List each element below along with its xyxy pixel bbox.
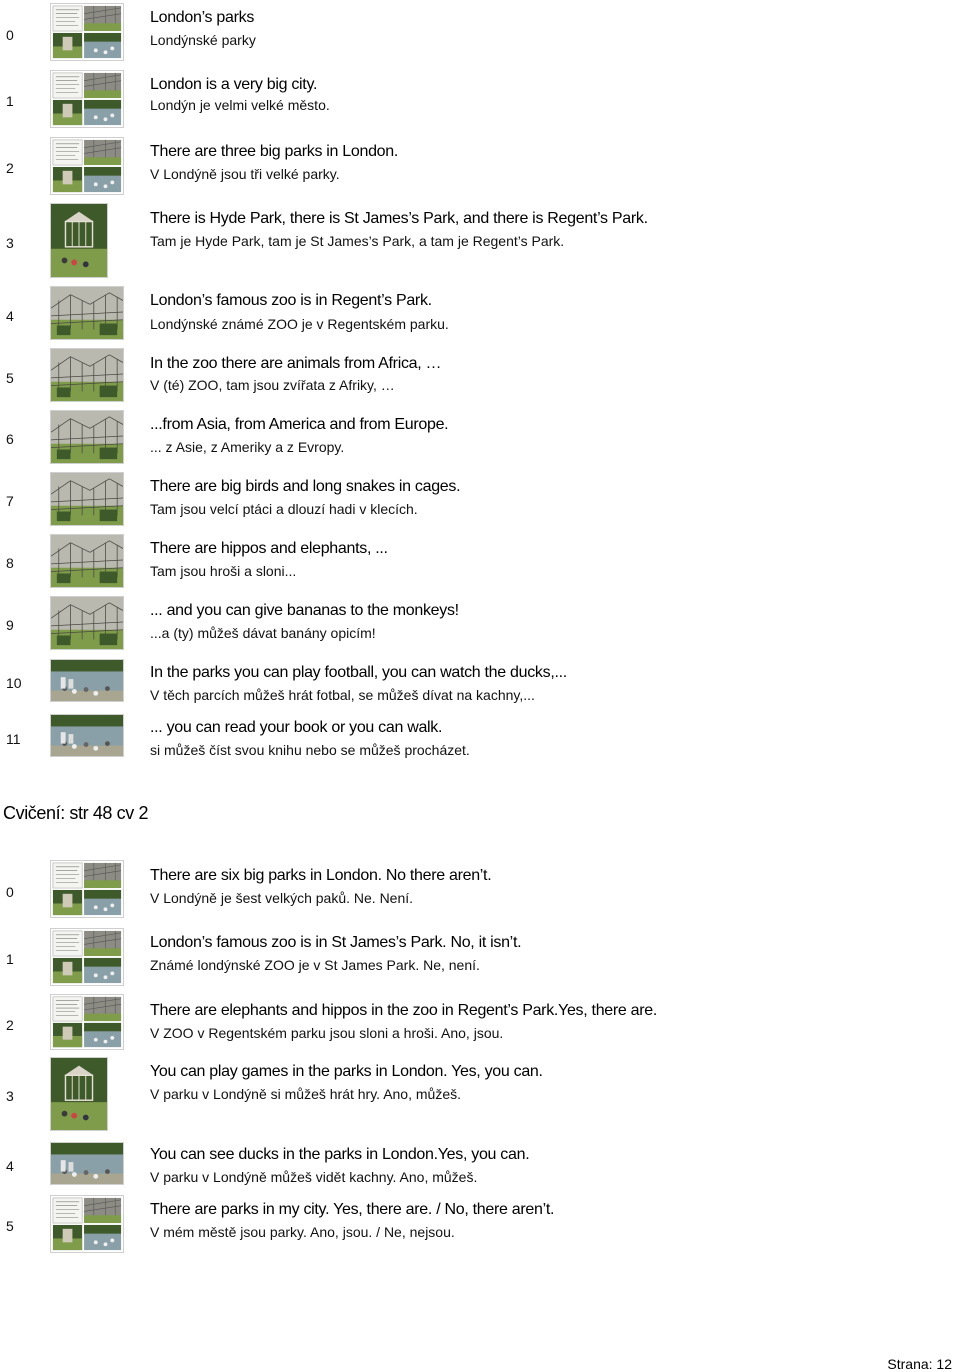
row-number: 5 bbox=[6, 1218, 14, 1234]
slide-thumbnail-collage-icon bbox=[50, 137, 124, 195]
row-number: 0 bbox=[6, 27, 14, 43]
english-sentence: ... and you can give bananas to the monkeys! bbox=[150, 602, 459, 619]
row-number: 11 bbox=[6, 731, 21, 747]
slide-thumbnail-aviary-icon bbox=[50, 596, 124, 650]
exercise-heading: Cvičení: str 48 cv 2 bbox=[3, 803, 149, 823]
row-number: 1 bbox=[6, 93, 14, 109]
english-sentence: London’s famous zoo is in Regent’s Park. bbox=[150, 292, 432, 309]
slide-thumbnail-aviary-icon bbox=[50, 534, 124, 588]
row-number: 6 bbox=[6, 431, 14, 447]
czech-translation: V těch parcích můžeš hrát fotbal, se můžeš dívat na kachny,... bbox=[150, 687, 535, 703]
czech-translation: Tam jsou velcí ptáci a dlouzí hadi v klecích. bbox=[150, 501, 418, 517]
slide-thumbnail-collage-icon bbox=[50, 1195, 124, 1253]
czech-translation: Tam jsou hroši a sloni... bbox=[150, 563, 297, 579]
row-number: 5 bbox=[6, 370, 14, 386]
slide-thumbnail-collage-icon bbox=[50, 70, 124, 128]
row-number: 2 bbox=[6, 1017, 14, 1033]
slide-thumbnail-collage-icon bbox=[50, 860, 124, 918]
slide-thumbnail-aviary-icon bbox=[50, 410, 124, 464]
slide-thumbnail-aviary-icon bbox=[50, 348, 124, 402]
row-number: 10 bbox=[6, 675, 22, 691]
english-sentence: London’s parks bbox=[150, 9, 255, 26]
slide-thumbnail-ducks-icon bbox=[50, 714, 124, 757]
czech-translation: Londýnské parky bbox=[150, 32, 256, 48]
slide-thumbnail-collage-icon bbox=[50, 994, 124, 1050]
row-number: 3 bbox=[6, 235, 14, 251]
english-sentence: There are big birds and long snakes in cages. bbox=[150, 478, 461, 495]
english-sentence: You can play games in the parks in London. Yes, you can. bbox=[150, 1063, 543, 1080]
czech-translation: V Londýně jsou tři velké parky. bbox=[150, 166, 340, 182]
row-number: 0 bbox=[6, 884, 14, 900]
english-sentence: There are six big parks in London. No there aren’t. bbox=[150, 867, 492, 884]
english-sentence: London’s famous zoo is in St James’s Park. No, it isn’t. bbox=[150, 934, 522, 951]
row-number: 1 bbox=[6, 951, 14, 967]
czech-translation: V Londýně je šest velkých paků. Ne. Není. bbox=[150, 890, 414, 906]
slide-thumbnail-collage-icon bbox=[50, 928, 124, 986]
czech-translation: V parku v Londýně můžeš vidět kachny. Ano, můžeš. bbox=[150, 1169, 478, 1185]
english-sentence: There is Hyde Park, there is St James’s Park, and there is Regent’s Park. bbox=[150, 210, 648, 227]
page-number: Strana: 12 bbox=[887, 1356, 952, 1372]
english-sentence: ...from Asia, from America and from Europe. bbox=[150, 416, 449, 433]
row-number: 4 bbox=[6, 1158, 14, 1174]
english-sentence: There are parks in my city. Yes, there are. / No, there aren’t. bbox=[150, 1201, 555, 1218]
czech-translation: Londýnské známé ZOO je v Regentském parku. bbox=[150, 316, 449, 332]
english-sentence: There are elephants and hippos in the zoo in Regent’s Park.Yes, there are. bbox=[150, 1002, 658, 1019]
slide-thumbnail-aviary-icon bbox=[50, 286, 124, 340]
english-sentence: In the zoo there are animals from Africa, … bbox=[150, 355, 442, 372]
english-sentence: ... you can read your book or you can walk. bbox=[150, 719, 443, 736]
czech-translation: V parku v Londýně si můžeš hrát hry. Ano, můžeš. bbox=[150, 1086, 462, 1102]
czech-translation: Tam je Hyde Park, tam je St James’s Park, a tam je Regent’s Park. bbox=[150, 233, 565, 249]
row-number: 8 bbox=[6, 555, 14, 571]
slide-thumbnail-bandstand-icon bbox=[50, 1057, 108, 1131]
slide-thumbnail-aviary-icon bbox=[50, 472, 124, 526]
czech-translation: Londýn je velmi velké město. bbox=[150, 97, 330, 113]
slide-thumbnail-collage-icon bbox=[50, 3, 124, 61]
english-sentence: London is a very big city. bbox=[150, 76, 318, 93]
row-number: 9 bbox=[6, 617, 14, 633]
czech-translation: ...a (ty) můžeš dávat banány opicím! bbox=[150, 625, 376, 641]
slide-thumbnail-ducks-icon bbox=[50, 659, 124, 702]
slide-thumbnail-bandstand-icon bbox=[50, 203, 108, 278]
row-number: 7 bbox=[6, 493, 14, 509]
czech-translation: V ZOO v Regentském parku jsou sloni a hroši. Ano, jsou. bbox=[150, 1025, 504, 1041]
english-sentence: There are hippos and elephants, ... bbox=[150, 540, 388, 557]
czech-translation: V mém městě jsou parky. Ano, jsou. / Ne, nejsou. bbox=[150, 1224, 455, 1240]
english-sentence: In the parks you can play football, you can watch the ducks,... bbox=[150, 664, 567, 681]
row-number: 2 bbox=[6, 160, 14, 176]
row-number: 4 bbox=[6, 308, 14, 324]
english-sentence: You can see ducks in the parks in London.Yes, you can. bbox=[150, 1146, 530, 1163]
slide-thumbnail-ducks-icon bbox=[50, 1142, 124, 1185]
czech-translation: ... z Asie, z Ameriky a z Evropy. bbox=[150, 439, 345, 455]
czech-translation: Známé londýnské ZOO je v St James Park. Ne, není. bbox=[150, 957, 480, 973]
czech-translation: V (té) ZOO, tam jsou zvířata z Afriky, … bbox=[150, 377, 395, 393]
row-number: 3 bbox=[6, 1088, 14, 1104]
czech-translation: si můžeš číst svou knihu nebo se můžeš procházet. bbox=[150, 742, 470, 758]
english-sentence: There are three big parks in London. bbox=[150, 143, 399, 160]
